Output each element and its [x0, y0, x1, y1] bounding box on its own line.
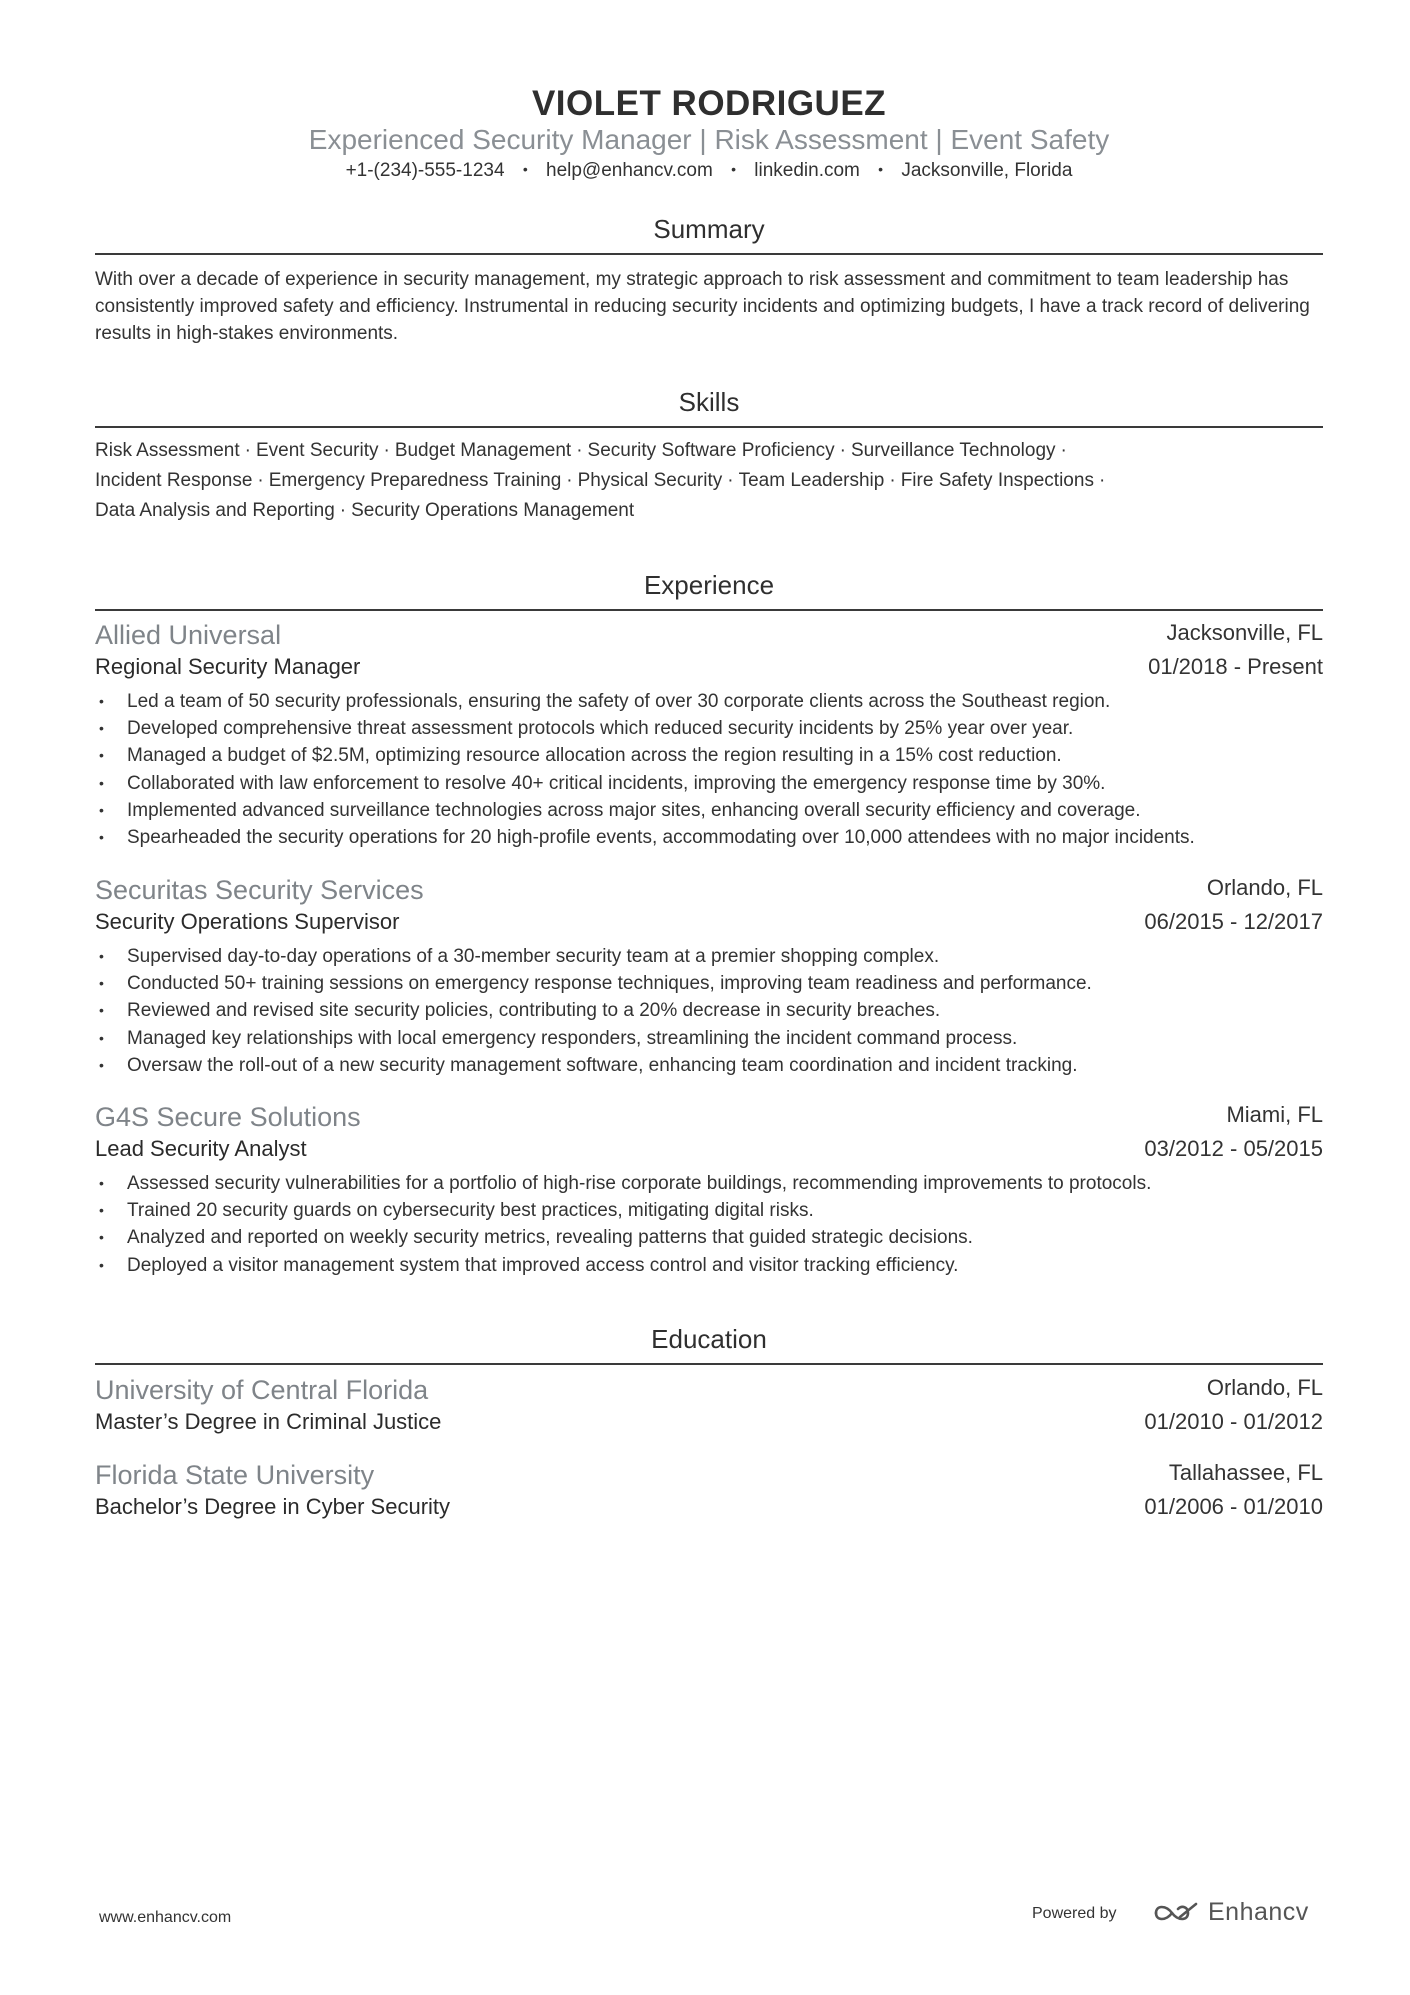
achievement-list: [95, 943, 1323, 1079]
bullet-icon: •: [99, 1029, 104, 1046]
achievement-text: Assessed security vulnerabilities for a portfolio of high-rise corporate buildings, recommending improvements to protocols.: [127, 1173, 1152, 1194]
bullet-icon: •: [99, 1229, 104, 1246]
entry-header: [95, 875, 1323, 909]
achievement-item: [95, 688, 1323, 715]
bullet-icon: •: [99, 774, 104, 791]
achievement-item: [95, 943, 1323, 970]
achievement-list: [95, 688, 1323, 851]
experience-divider: [95, 609, 1323, 611]
school-location: Tallahassee, FL: [1168, 1460, 1323, 1485]
contact-separator: •: [731, 161, 736, 177]
entry-header: [95, 1375, 1323, 1409]
contact-email[interactable]: help@enhancv.com: [546, 160, 713, 181]
education-dates: 01/2010 - 01/2012: [1144, 1409, 1323, 1434]
skill-separator: ·: [339, 500, 347, 521]
skill-separator: ·: [839, 440, 846, 461]
achievement-item: [95, 1170, 1323, 1197]
education-heading: Education: [651, 1324, 767, 1354]
bullet-icon: •: [99, 693, 104, 709]
candidate-headline: Experienced Security Manager | Risk Assessment | Event Safety: [308, 124, 1110, 155]
skill-item: Event Security: [255, 440, 379, 461]
job-dates: 06/2015 - 12/2017: [1144, 909, 1323, 934]
experience-entry: [95, 875, 1323, 1079]
achievement-text: Managed key relationships with local emergency responders, streamlining the incident command process.: [127, 1027, 1018, 1049]
bullet-icon: •: [99, 1056, 104, 1073]
skill-separator: ·: [257, 470, 264, 491]
job-dates: 03/2012 - 05/2015: [1144, 1136, 1323, 1161]
achievement-item: [95, 1197, 1323, 1224]
skill-item: Risk Assessment: [95, 440, 240, 461]
achievement-item: [95, 824, 1323, 851]
skill-separator: ·: [244, 440, 251, 461]
skill-item: Physical Security: [577, 470, 723, 491]
school-name: Florida State University: [95, 1460, 375, 1490]
school-name: University of Central Florida: [95, 1375, 429, 1405]
entry-header: [95, 620, 1323, 654]
skills-line: [95, 440, 1072, 462]
achievement-text: Deployed a visitor management system that improved access control and visitor tracking efficiency.: [127, 1254, 959, 1276]
achievement-item: [95, 742, 1323, 769]
bullet-icon: •: [99, 801, 104, 818]
bullet-icon: •: [99, 747, 104, 764]
skill-item: Team Leadership: [738, 470, 885, 491]
skill-item: Data Analysis and Reporting: [95, 500, 335, 521]
entry-subheader: [95, 1409, 1323, 1443]
skills-heading: Skills: [678, 387, 740, 417]
job-title: Security Operations Supervisor: [95, 909, 400, 934]
skill-separator: ·: [566, 470, 573, 491]
skill-item: Budget Management: [394, 440, 572, 461]
job-location: Jacksonville, FL: [1166, 620, 1323, 645]
skills-line: [95, 470, 1110, 492]
bullet-icon: •: [99, 1202, 104, 1219]
achievement-text: Reviewed and revised site security policies, contributing to a 20% decrease in security breaches.: [127, 1000, 941, 1022]
skill-separator: ·: [1098, 470, 1106, 491]
summary-divider: [95, 253, 1323, 255]
summary-heading: Summary: [653, 214, 765, 244]
achievement-text: Supervised day-to-day operations of a 30-member security team at a premier shopping complex.: [127, 946, 940, 967]
skill-item: Security Software Proficiency: [587, 440, 835, 461]
experience-heading: Experience: [643, 570, 775, 600]
achievement-item: [95, 1252, 1323, 1279]
job-location: Miami, FL: [1226, 1102, 1323, 1127]
contact-separator: •: [522, 161, 528, 177]
entry-subheader: [95, 909, 1323, 943]
experience-entry: [95, 620, 1323, 851]
contact-location: Jacksonville, Florida: [901, 160, 1073, 181]
bullet-icon: •: [99, 1256, 104, 1273]
entry-header: [95, 1102, 1323, 1136]
footer-url[interactable]: www.enhancv.com: [99, 1909, 232, 1926]
skill-item: Surveillance Technology: [850, 440, 1056, 461]
summary-text: With over a decade of experience in security management, my strategic approach to risk assessment and commitment to team leadership has consistently improved safety and efficiency. Instrumental in reducing security incidents and optimizing budgets, I have a track record of delivering results in high-stakes environments.: [95, 269, 1310, 344]
school-location: Orlando, FL: [1206, 1375, 1323, 1400]
education-entry: [95, 1375, 1323, 1443]
bullet-icon: •: [99, 975, 104, 992]
skill-item: Security Operations Management: [351, 500, 635, 521]
job-title: Lead Security Analyst: [95, 1136, 307, 1161]
company-name: Securitas Security Services: [95, 875, 424, 905]
skill-separator: ·: [727, 470, 734, 491]
degree-name: Master’s Degree in Criminal Justice: [95, 1409, 442, 1434]
entry-header: [95, 1460, 1323, 1494]
achievement-text: Oversaw the roll-out of a new security management software, enhancing team coordination and incident tracking.: [127, 1054, 1078, 1076]
education-entry: [95, 1460, 1323, 1528]
job-location: Orlando, FL: [1206, 875, 1323, 900]
entry-subheader: [95, 654, 1323, 688]
bullet-icon: •: [99, 948, 104, 964]
achievement-text: Trained 20 security guards on cybersecurity best practices, mitigating digital risks.: [127, 1200, 814, 1222]
experience-entry: [95, 1102, 1323, 1279]
skill-separator: ·: [889, 470, 896, 491]
achievement-item: [95, 797, 1323, 824]
bullet-icon: •: [99, 1002, 104, 1019]
achievement-text: Conducted 50+ training sessions on emergency response techniques, improving team readiness and performance.: [127, 973, 1092, 995]
contact-line: [95, 160, 1323, 182]
skill-separator: ·: [383, 440, 390, 461]
bullet-icon: •: [99, 829, 104, 846]
achievement-item: [95, 770, 1323, 797]
enhancv-logo-icon: [1152, 1900, 1200, 1926]
achievement-item: [95, 1052, 1323, 1079]
achievement-item: [95, 970, 1323, 997]
achievement-text: Managed a budget of $2.5M, optimizing resource allocation across the region resulting in a 15% cost reduction.: [127, 745, 1062, 767]
company-name: Allied Universal: [95, 620, 282, 650]
achievement-list: [95, 1170, 1323, 1279]
bullet-icon: •: [99, 1175, 104, 1191]
achievement-item: [95, 997, 1323, 1024]
enhancv-brand-name: Enhancv: [1208, 1898, 1309, 1926]
company-name: G4S Secure Solutions: [95, 1102, 361, 1132]
bullet-icon: •: [99, 720, 104, 737]
contact-phone[interactable]: +1-(234)-555-1234: [345, 160, 505, 181]
skill-item: Fire Safety Inspections: [900, 470, 1094, 491]
candidate-name: VIOLET RODRIGUEZ: [531, 84, 887, 123]
achievement-item: [95, 1025, 1323, 1052]
entry-subheader: [95, 1136, 1323, 1170]
entry-subheader: [95, 1494, 1323, 1528]
education-divider: [95, 1363, 1323, 1365]
achievement-item: [95, 1224, 1323, 1251]
achievement-item: [95, 715, 1323, 742]
skill-separator: ·: [1060, 440, 1067, 461]
achievement-text: Led a team of 50 security professionals, ensuring the safety of over 30 corporate clients across the Southeast region.: [127, 691, 1111, 712]
contact-linkedin[interactable]: linkedin.com: [754, 160, 860, 181]
powered-by-label: Powered by: [1032, 1905, 1117, 1922]
job-dates: 01/2018 - Present: [1148, 654, 1323, 679]
education-dates: 01/2006 - 01/2010: [1144, 1494, 1323, 1519]
achievement-text: Spearheaded the security operations for 20 high-profile events, accommodating over 10,000 attendees with no major incidents.: [127, 827, 1195, 849]
skill-item: Emergency Preparedness Training: [268, 470, 562, 491]
achievement-text: Collaborated with law enforcement to resolve 40+ critical incidents, improving the emergency response time by 30%.: [127, 772, 1106, 794]
achievement-text: Implemented advanced surveillance technologies across major sites, enhancing overall security efficiency and coverage.: [127, 799, 1141, 821]
skills-line: [95, 500, 634, 522]
skill-item: Incident Response: [95, 470, 253, 491]
achievement-text: Developed comprehensive threat assessment protocols which reduced security incidents by 25% year over year.: [127, 718, 1074, 740]
contact-separator: •: [878, 161, 884, 177]
degree-name: Bachelor’s Degree in Cyber Security: [95, 1494, 451, 1519]
skills-divider: [95, 426, 1323, 428]
job-title: Regional Security Manager: [95, 654, 361, 679]
skill-separator: ·: [576, 440, 583, 461]
achievement-text: Analyzed and reported on weekly security metrics, revealing patterns that guided strategic decisions.: [127, 1227, 973, 1249]
